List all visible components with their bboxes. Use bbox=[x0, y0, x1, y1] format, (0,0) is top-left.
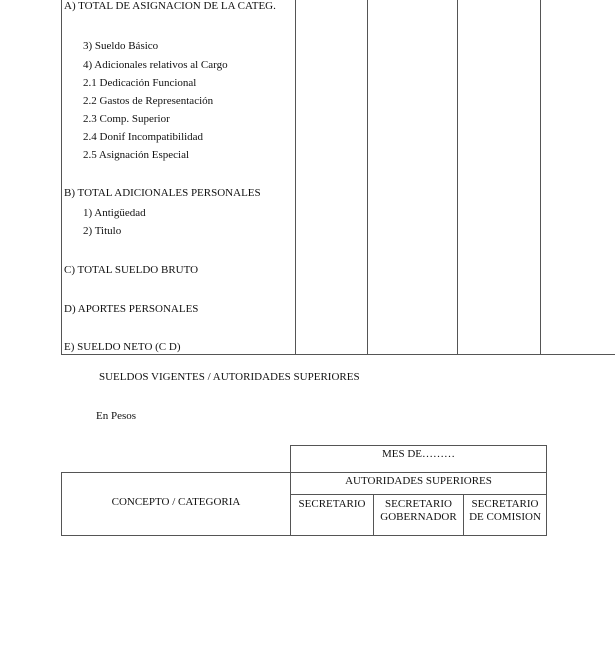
top-table-col-divider-1 bbox=[295, 0, 296, 355]
section-title: SUELDOS VIGENTES / AUTORIDADES SUPERIORES bbox=[99, 371, 360, 383]
item-a-1: 4) Adicionales relativos al Cargo bbox=[83, 59, 228, 71]
row-e-sueldo-neto: E) SUELDO NETO (C D) bbox=[64, 341, 181, 353]
item-a-5: 2.4 Donif Incompatibilidad bbox=[83, 131, 204, 143]
top-table-col-divider-2 bbox=[367, 0, 368, 355]
concept-header: CONCEPTO / CATEGORIA bbox=[111, 496, 241, 508]
month-header: MES DE……… bbox=[381, 448, 456, 460]
col-secretario-gobernador-line1: SECRETARIO bbox=[385, 498, 452, 510]
col-secretario-gobernador-line2: GOBERNADOR bbox=[380, 511, 457, 523]
item-a-2: 2.1 Dedicación Funcional bbox=[83, 77, 197, 89]
bottom-table-right-border bbox=[546, 445, 547, 536]
item-a-4: 2.3 Comp. Superior bbox=[83, 113, 170, 125]
bottom-table-row-divider-2 bbox=[290, 494, 547, 495]
top-table-col-divider-4 bbox=[540, 0, 541, 355]
row-c-total-sueldo-bruto: C) TOTAL SUELDO BRUTO bbox=[64, 264, 199, 276]
row-d-aportes-personales: D) APORTES PERSONALES bbox=[64, 303, 199, 315]
units-label: En Pesos bbox=[96, 410, 137, 422]
col-secretario-de-comision bbox=[464, 498, 546, 524]
bottom-table-row-divider-1 bbox=[61, 472, 547, 473]
item-a-6: 2.5 Asignación Especial bbox=[83, 149, 190, 161]
item-b-1: 2) Titulo bbox=[83, 225, 122, 237]
col-secretario-de-comision-line1: SECRETARIO bbox=[471, 498, 539, 510]
bottom-table-bottom-border bbox=[61, 535, 547, 536]
row-b-total-adicionales: B) TOTAL ADICIONALES PERSONALES bbox=[64, 187, 261, 199]
group-header: AUTORIDADES SUPERIORES bbox=[345, 475, 492, 487]
col-secretario-gobernador bbox=[374, 498, 463, 524]
item-a-0: 3) Sueldo Básico bbox=[83, 40, 159, 52]
top-table-bottom-border bbox=[61, 354, 615, 355]
bottom-table-top-border bbox=[290, 445, 547, 446]
item-a-3: 2.2 Gastos de Representación bbox=[83, 95, 214, 107]
top-table-col-divider-3 bbox=[457, 0, 458, 355]
item-b-0: 1) Antigüedad bbox=[83, 207, 146, 219]
row-a-total-asignacion: A) TOTAL DE ASIGNACION DE LA CATEG. bbox=[64, 0, 276, 12]
col-secretario: SECRETARIO bbox=[298, 498, 366, 510]
col-secretario-de-comision-line2: DE COMISION bbox=[469, 511, 541, 523]
top-table-left-border bbox=[61, 0, 62, 355]
